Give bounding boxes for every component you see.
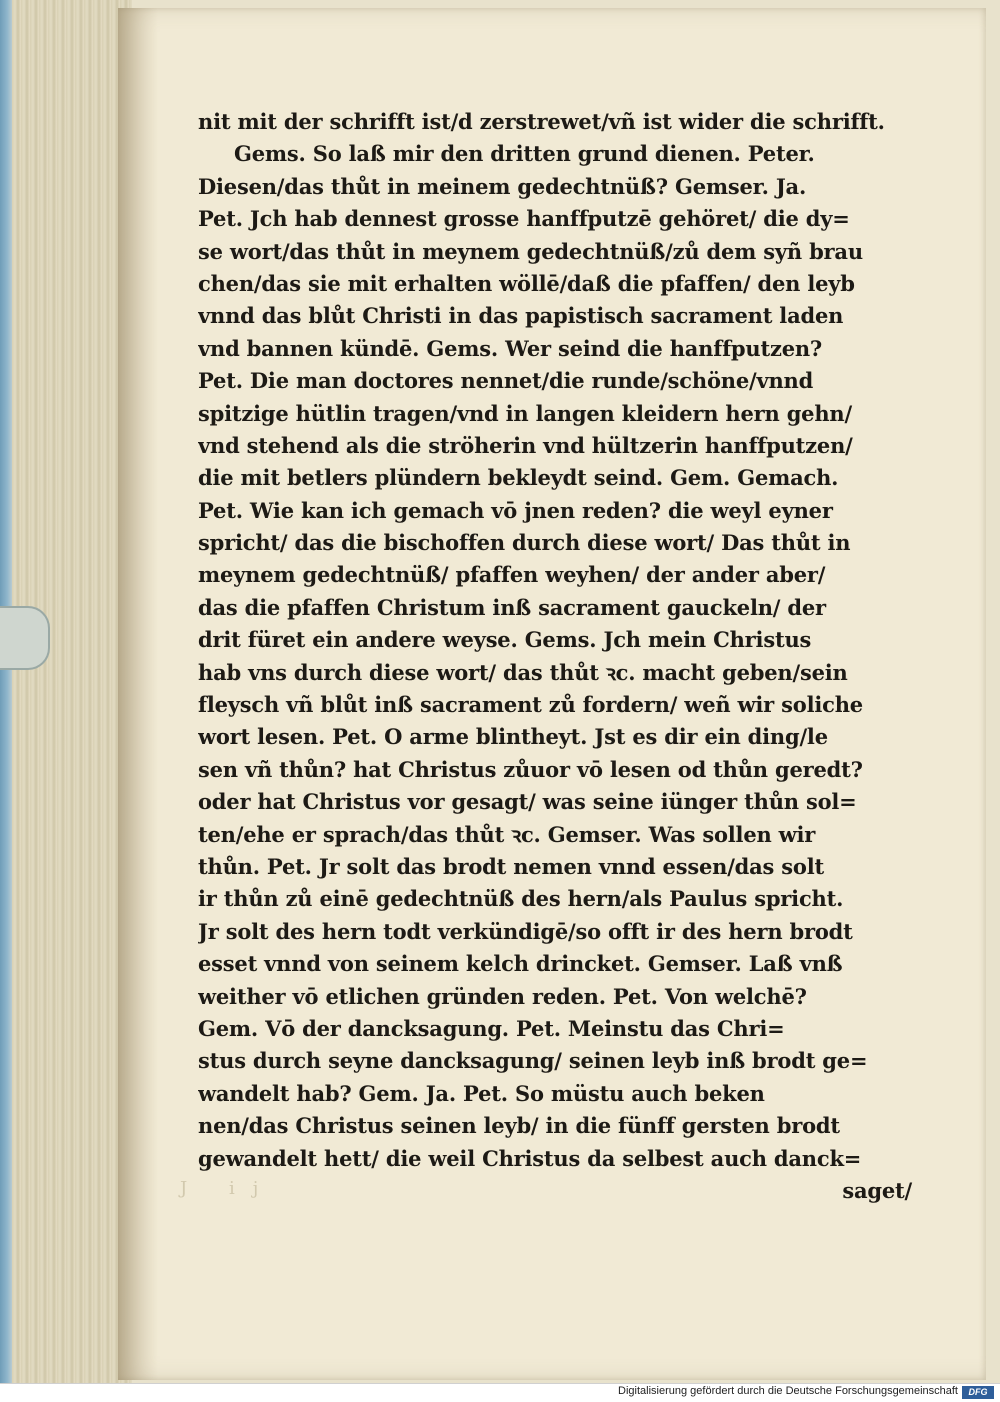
clasp-tab [0,606,50,670]
text-line: vnd bannen kündē. Gems. Wer seind die hanffputzen? [198,335,823,361]
text-line: wandelt hab? Gem. Ja. Pet. So müstu auch beken [198,1080,765,1106]
text-line: Pet. Die man doctores nennet/die runde/schöne/vnnd [198,368,814,394]
gutter-shadow [118,8,158,1380]
text-line: drit füret ein andere weyse. Gems. Jch mein Christus [198,627,812,653]
text-line: sen vñ thůn? hat Christus zůuor vō lesen od thůn geredt? [198,756,863,782]
text-line: weither vō etlichen gründen reden. Pet. Von welchē? [198,983,807,1009]
text-block [198,106,918,1207]
text-line: wort lesen. Pet. O arme blintheyt. Jst es dir ein ding/le [198,724,828,750]
page-stack [12,0,132,1383]
text-line: gewandelt hett/ die weil Christus da selbest auch danck= [198,1145,862,1171]
signature-mark: J ij [180,1178,277,1199]
catchword: saget/ [842,1177,912,1203]
text-line: hab vns durch diese wort/ das thůt ꝛc. macht geben/sein [198,659,848,685]
text-line: das die pfaffen Christum inß sacrament gauckeln/ der [198,594,826,620]
text-line: spricht/ das die bischoffen durch diese wort/ Das thůt in [198,530,851,556]
text-line: se wort/das thůt in meynem gedechtnüß/zů dem syñ brau [198,238,863,264]
book-page [118,8,986,1380]
text-line: thůn. Pet. Jr solt das brodt nemen vnnd essen/das solt [198,853,824,879]
text-line: vnd stehend als die ströherin vnd hültzerin hanffputzen/ [198,432,853,458]
dfg-logo: DFG [962,1386,994,1399]
text-line: die mit betlers plündern bekleydt seind. Gem. Gemach. [198,465,839,491]
text-line: esset vnnd von seinem kelch drincket. Gemser. Laß vnß [198,951,843,977]
text-line: nen/das Christus seinen leyb/ in die fünff gersten brodt [198,1113,840,1139]
text-line: spitzige hütlin tragen/vnd in langen kleidern hern gehn/ [198,400,852,426]
text-line: meynem gedechtnüß/ pfaffen weyhen/ der ander aber/ [198,562,826,588]
text-line: Gem. Vō der dancksagung. Pet. Meinstu das Chri= [198,1015,785,1041]
text-line: ten/ehe er sprach/das thůt ꝛc. Gemser. Was sollen wir [198,821,816,847]
text-line: nit mit der schrifft ist/d zerstrewet/vñ ist wider die schrifft. [198,109,885,134]
text-line: Diesen/das thůt in meinem gedechtnüß? Gemser. Ja. [198,173,807,199]
footer-bar [0,1383,1000,1402]
text-line: ir thůn zů einē gedechtnüß des hern/als Paulus spricht. [198,886,844,912]
text-line: vnnd das blůt Christi in das papistisch sacrament laden [198,303,844,329]
text-line: fleysch vñ blůt inß sacrament zů fordern/ weñ wir soliche [198,692,863,718]
text-line: oder hat Christus vor gesagt/ was seine iünger thůn sol= [198,789,857,815]
book-cover-edge [0,0,12,1383]
text-line: Pet. Wie kan ich gemach vō jnen reden? die weyl eyner [198,497,833,523]
text-line: stus durch seyne dancksagung/ seinen leyb inß brodt ge= [198,1048,868,1074]
text-line: Pet. Jch hab dennest grosse hanffputzē gehöret/ die dy= [198,206,850,232]
text-line: Jr solt des hern todt verkündigē/so offt ir des hern brodt [198,918,853,944]
text-line: chen/das sie mit erhalten wöllē/daß die pfaffen/ den leyb [198,270,855,296]
text-line: Gems. So laß mir den dritten grund dienen. Peter. [234,141,815,167]
funding-credit: Digitalisierung gefördert durch die Deutsche Forschungsgemeinschaft [618,1385,958,1397]
